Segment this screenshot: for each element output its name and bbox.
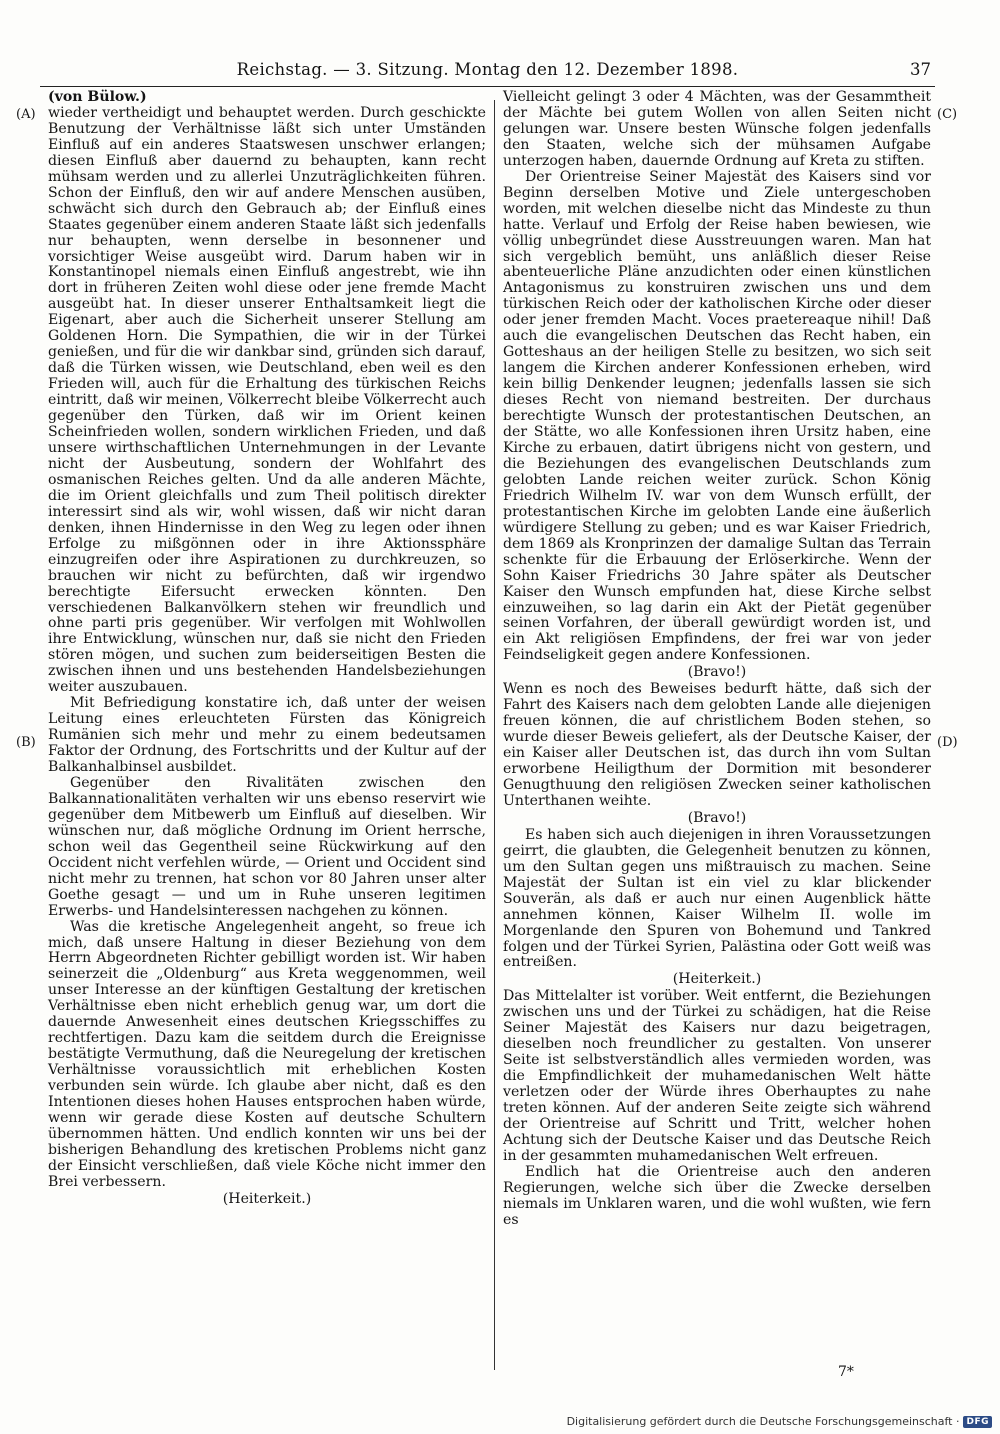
right-column bbox=[503, 90, 931, 1229]
signature-mark: 7* bbox=[838, 1364, 854, 1380]
margin-mark-d: (D) bbox=[937, 735, 958, 750]
column-divider bbox=[494, 100, 495, 1370]
dfg-logo: DFG bbox=[963, 1416, 992, 1428]
header-title: Reichstag. — 3. Sitzung. Montag den 12. Dezember 1898. bbox=[236, 60, 739, 79]
paragraph: Es haben sich auch diejenigen in ihren Voraussetzungen geirrt, die glaubten, die Gelegenheit benutzen zu können, um den Sultan gegen uns mißtrauisch zu machen. Seine Majestät der Sultan ist ein viel zu klar blickender Souverän, als daß er auch nur einen Augenblick hätte annehmen können, Kaiser Wilhelm II. wolle im Morgenlande den Spuren von Bohemund und Tankred folgen und der Türkei Syrien, Palästina oder Gott weiß was entreißen. bbox=[503, 826, 931, 971]
margin-mark-c: (C) bbox=[937, 107, 958, 122]
interjection: (Heiterkeit.) bbox=[672, 971, 762, 988]
margin-mark-b: (B) bbox=[16, 735, 36, 750]
margin-mark-a: (A) bbox=[16, 107, 36, 122]
digitization-credit bbox=[567, 1415, 992, 1428]
page-header bbox=[40, 58, 935, 87]
paragraph: Vielleicht gelingt 3 oder 4 Mächten, was der Gesammtheit der Mächte bei gutem Wollen von allen Seiten nicht gelungen war. Unsere besten Wünsche folgen jedenfalls den Staaten, welche sich der mühsamen Aufgabe unterzogen haben, dauernde Ordnung auf Kreta zu stiften. bbox=[503, 89, 931, 169]
paragraph: wieder vertheidigt und behauptet werden. Durch geschickte Benutzung der Verhältnisse läßt sich unter Umständen Einfluß auf ein anderes Staatswesen unschwer erlangen; diesen Einfluß aber dauernd zu behaupten, kann recht mühsam werden und zu allerlei Unzuträglichkeiten führen. Schon der Einfluß, den wir auf andere Menschen ausüben, schwächt sich durch den Gebrauch ab; der Einfluß eines Staates gegenüber einem anderen Staate läßt sich jedenfalls nur behaupten, wenn derselbe in besonnener und vorsichtiger Weise ausgeübt wird. Darum haben wir in Konstantinopel niemals einen Einfluß angestrebt, wie ihn dort in früheren Zeiten wohl diese oder jene fremde Macht ausgeübt hat. In dieser unserer Enthaltsamkeit liegt die Eigenart, aber auch die Sicherheit unserer Stellung am Goldenen Horn. Die Sympathien, die wir in der Türkei genießen, und für die wir dankbar sind, gründen sich darauf, daß die Türken wissen, wie Deutschland, eben weil es den Frieden will, auch für die Erhaltung des türkischen Reichs eintritt, daß wir meinen, Völkerrecht bleibe Völkerrecht auch gegenüber den Türken, daß wir im Orient keinen Scheinfrieden wollen, sondern wirklichen Frieden, und daß unsere wirthschaftlichen Unternehmungen in der Levante nicht der Ausbeutung, sondern der Wohlfahrt des osmanischen Reiches gelten. Und da alle anderen Mächte, die im Orient gleichfalls und zum Theil politisch direkter interessirt sind als wir, wohl wissen, daß wir nicht daran denken, ihnen Hindernisse in den Weg zu legen oder ihnen Erfolge zu mißgönnen oder in ihre Aktionssphäre einzugreifen oder ihre Aspirationen zu durchkreuzen, so brauchen wir nicht zu befürchten, daß wir irgendwo berechtigte Eifersucht erwecken könnten. Den verschiedenen Balkanvölkern stehen wir freundlich und ohne parti pris gegenüber. Wir verfolgen mit Wohlwollen ihre Entwicklung, wünschen nur, daß sie nicht den Frieden stören mögen, und suchen zum beiderseitigen Besten die zwischen ihnen und uns bestehenden Handelsbeziehungen weiter auszubauen. bbox=[48, 104, 486, 696]
paragraph: Gegenüber den Rivalitäten zwischen den Balkannationalitäten verhalten wir uns ebenso reservirt wie gegenüber dem Mitbewerb um Einfluß auf dieselben. Wir wünschen nur, daß mögliche Ordnung im Orient herrsche, schon weil das Gegentheil seine Rückwirkung auf den Occident nicht verfehlen würde, — Orient und Occident sind nicht mehr zu trennen, hat schon vor 80 Jahren unser alter Goethe gesagt — und um in Ruhe unseren legitimen Erwerbs- und Handelsinteressen nachgehen zu können. bbox=[48, 774, 486, 919]
credit-text: Digitalisierung gefördert durch die Deutsche Forschungsgemeinschaft · bbox=[566, 1415, 960, 1428]
speaker-label: (von Bülow.) bbox=[48, 89, 147, 105]
paragraph: Das Mittelalter ist vorüber. Weit entfernt, die Beziehungen zwischen uns und der Türkei zu schädigen, hat die Reise Seiner Majestät des Kaisers nur dazu beigetragen, dieselben noch freundlicher zu gestalten. Von unserer Seite ist selbstverständlich alles vermieden worden, was die Empfindlichkeit der muhamedanischen Welt hätte verletzen oder der Würde ihres Oberhauptes zu nahe treten können. Auf der anderen Seite zeigte sich während der Orientreise auf Schritt und Tritt, welcher hohen Achtung sich der Deutsche Kaiser und das Deutsche Reich in der gesammten muhamedanischen Welt erfreuen. bbox=[503, 988, 931, 1164]
page-number: 37 bbox=[910, 60, 931, 79]
paragraph: Wenn es noch des Beweises bedurft hätte, daß sich der Fahrt des Kaisers nach dem gelobten Lande alle diejenigen freuen können, die auf christlichem Boden stehen, so wurde dieser Beweis geliefert, als der Deutsche Kaiser, der ein Kaiser aller Deutschen ist, das durch ihn vom Sultan erworbene Heiligthum der Dormition mit besonderer Genugthuung den religiösen Zwecken seiner katholischen Unterthanen weihte. bbox=[503, 681, 931, 809]
paragraph: Mit Befriedigung konstatire ich, daß unter der weisen Leitung eines erleuchteten Fürsten das Königreich Rumänien sich mehr und mehr zu einem bedeutsamen Faktor der Ordnung, des Fortschritts und der Kultur auf der Balkanhalbinsel ausbildet. bbox=[48, 695, 486, 776]
paragraph: Was die kretische Angelegenheit angeht, so freue ich mich, daß unsere Haltung in dieser Beziehung von dem Herrn Abgeordneten Richter gebilligt worden ist. Wir haben seinerzeit die „Oldenburg“ aus Kreta weggenommen, weil unser Interesse an der künftigen Gestaltung der kretischen Verhältnisse eben nicht erheblich genug war, um dort die dauernde Anwesenheit eines deutschen Kriegsschiffes zu rechtfertigen. Dazu kam die seitdem durch die Ereignisse bestätigte Vermuthung, daß die Neuregelung der kretischen Verhältnisse voraussichtlich mit erheblichen Kosten verbunden sein würde. Ich glaube aber nicht, daß es den Intentionen dieses hohen Hauses entsprochen haben würde, wenn wir gerade diese Kosten auf deutsche Schultern übernommen hätten. Und endlich konnten wir uns bei der bisherigen Behandlung des kretischen Problems nicht ganz der Einsicht verschließen, daß viele Köche nicht immer den Brei verbessern. bbox=[48, 918, 486, 1190]
interjection: (Bravo!) bbox=[687, 809, 747, 826]
interjection: (Bravo!) bbox=[687, 664, 747, 681]
paragraph: Endlich hat die Orientreise auch den anderen Regierungen, welche sich über die Zwecke derselben niemals im Unklaren waren, und die wohl wußten, wie fern es bbox=[503, 1163, 931, 1228]
interjection: (Heiterkeit.) bbox=[222, 1190, 312, 1207]
paragraph: Der Orientreise Seiner Majestät des Kaisers sind vor Beginn derselben Motive und Ziele untergeschoben worden, mit welchen dieselbe nicht das Mindeste zu thun hatte. Verlauf und Erfolg der Reise haben bewiesen, wie völlig unbegründet diese Ausstreuungen waren. Man hat sich vergeblich bemüht, uns anläßlich dieser Reise abenteuerliche Pläne anzudichten oder einen künstlichen Antagonismus zu konstruiren zwischen uns und dem türkischen Reich oder der katholischen Kirche oder dieser oder jener fremden Macht. Voces praetereaque nihil! Daß auch die evangelischen Deutschen das Recht haben, ein Gotteshaus an der heiligen Stelle zu besitzen, wo sich seit langem die Kirchen anderer Konfessionen erheben, wird kein billig Denkender leugnen; jedenfalls lassen sie sich dieses Recht von niemand bestreiten. Der durchaus berechtigte Wunsch der protestantischen Deutschen, an der Stätte, wo alle Konfessionen ihren Ursitz haben, eine Kirche zu erbauen, datirt übrigens nicht von gestern, und die Beziehungen des evangelischen Deutschlands zum gelobten Lande reichen weiter zurück. Schon König Friedrich Wilhelm IV. war von dem Wunsch erfüllt, der protestantischen Kirche im gelobten Lande eine äußerlich würdigere Stellung zu geben; und es war Kaiser Friedrich, dem 1869 als Kronprinzen der damalige Sultan das Terrain schenkte für die Erbauung der Erlöserkirche. Wenn der Sohn Kaiser Friedrichs 30 Jahre später als Deutscher Kaiser den Wunsch empfunden hat, diese Kirche selbst einzuweihen, so lag darin ein Akt der Pietät gegenüber seinen Vorfahren, der überall gewürdigt worden ist, und ein Akt religiösen Empfindens, der frei war von jeder Feindseligkeit gegen andere Konfessionen. bbox=[503, 168, 931, 664]
left-column bbox=[48, 90, 486, 1209]
